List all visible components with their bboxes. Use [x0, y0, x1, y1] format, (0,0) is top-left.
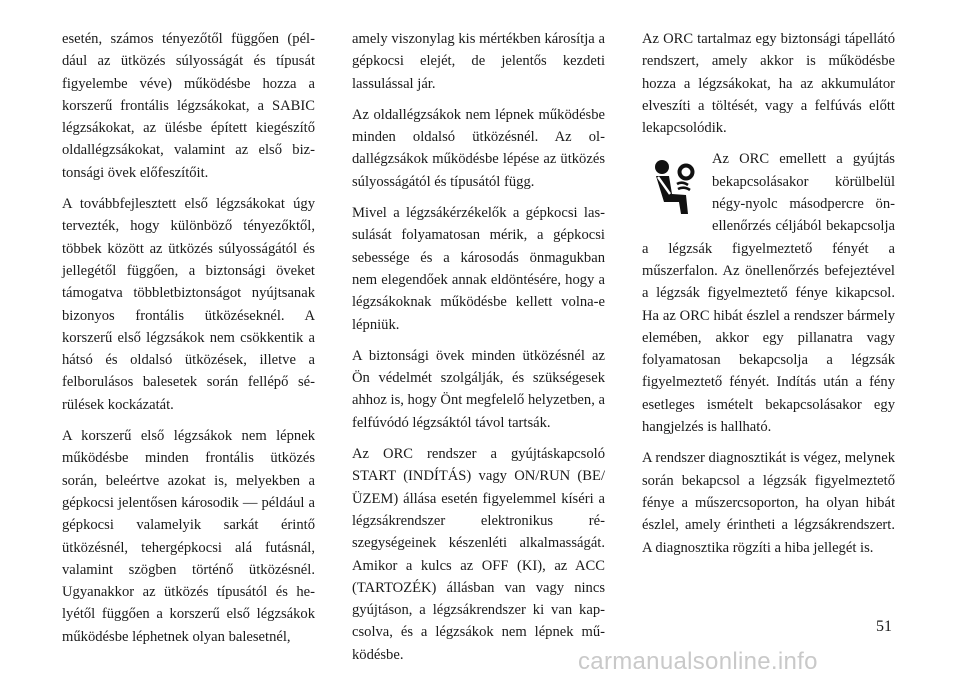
column-middle [352, 28, 605, 675]
paragraph: Az oldallégzsákok nem lépnek működésbe minden oldalsó ütközésnél. Az oldallégzsákok működésbe lépése az ütközés súlyosságától és típusától függ. [352, 106, 605, 190]
paragraph: amely viszonylag kis mértékben károsítja a gépkocsi elejét, de jelentős kezdeti lassulással jár. [352, 31, 605, 92]
paragraph: A biztonsági övek minden ütközésnél az Ön védelmét szolgálják, és szükségesek ahhoz is, hogy Önt megfelelő helyzetben, a felfúvódó légzsáktól távol tartsák. [352, 347, 605, 431]
paragraph: A rendszer diagnosztikát is végez, melynek során bekapcsol a légzsák figyelmeztető fénye a műszercsoporton, ha olyan hibát észlel, amely érintheti a légzsákrendszert. A diagnosztika rögzíti a hiba jellegét is. [642, 450, 895, 556]
paragraph: Az ORC emellett a gyújtás bekapcsolásakor körülbelül négy-nyolc másodpercre önellenőrzés céljából bekapcsolja a légzsák figyelmeztető fényét a műszerfalon. Az önellenőrzés befejeztével a légzsák figyelmeztető fénye kikapcsol. Ha az ORC hibát észlel a rendszer bármely elemében, akkor egy pillanatra vagy folyamatosan bekapcsolja a légzsák figyelmeztető fényét. Indítás után a fény esetleges ismételt bekapcsolásakor egy hangjelzés is hallható. [642, 151, 895, 436]
paragraph: Mivel a légzsákérzékelők a gépkocsi lassulását folyamatosan mérik, a gépkocsi sebessége és a károsodás önmagukban nem elegendőek annak eldöntésére, hogy a légzsákoknak működésbe kellett volna-e lépniük. [352, 205, 605, 333]
paragraph: Az ORC rendszer a gyújtáskapcsoló START (INDÍTÁS) vagy ON/RUN (BE/ÜZEM) állása esetén figyelemmel kíséri a légzsákrendszer elektronikus részegységeinek készenléti alkalmasságát. Amikor a kulcs az OFF (KI), az ACC (TARTOZÉK) állásban van vagy nincs gyújtáson, a légzsákrendszer ki van kapcsolva, és a légzsákok nem lépnek működésbe. [352, 446, 605, 663]
airbag-warning-icon [642, 154, 704, 220]
watermark: carmanualsonline.info [578, 648, 818, 675]
column-right [642, 28, 895, 568]
paragraph: esetén, számos tényezőtől függően (például az ütközés súlyosságát és típusát figyelembe véve) működésbe hozza a korszerű frontális légzsákokat, a SABIC légzsákokat, az ülésbe épített kiegészítő oldallégzsákokat, valamint az első biztonsági övek előfeszítőit. [62, 31, 315, 181]
page-number: 51 [876, 618, 892, 635]
column-left [62, 28, 315, 657]
warning-light-block [642, 148, 895, 447]
paragraph: Az ORC tartalmaz egy biztonsági tápellátó rendszert, amely akkor is működésbe hozza a légzsákokat, ha az akkumulátor elveszíti a töltését, vagy a felfúvás előtt lekapcsolódik. [642, 31, 895, 137]
paragraph: A korszerű első légzsákok nem lépnek működésbe minden frontális ütközés során, beleértve azokat is, melyekben a gépkocsi jelentősen károsodik — például a gépkocsi valamelyik sarkát érintő ütközésnél, tehergépkocsi alá futásnál, valamint szögben történő ütközésnél. Ugyanakkor az ütközés típusától és helyétől függően a korszerű első légzsákok működésbe léphetnek olyan balesetnél, [62, 428, 315, 645]
paragraph: A továbbfejlesztett első légzsákokat úgy tervezték, hogy különböző tényezőktől, többek között az ütközés súlyosságától és jellegétől függően, a biztonsági öveket támogatva többletbiztonságot nyújtsanak bizonyos frontális ütközéseknél. A korszerű első légzsákok nem csökkentik a hátsó és oldalsó ütközések, illetve a felborulásos balesetek során fellépő sérülések kockázatát. [62, 196, 315, 413]
